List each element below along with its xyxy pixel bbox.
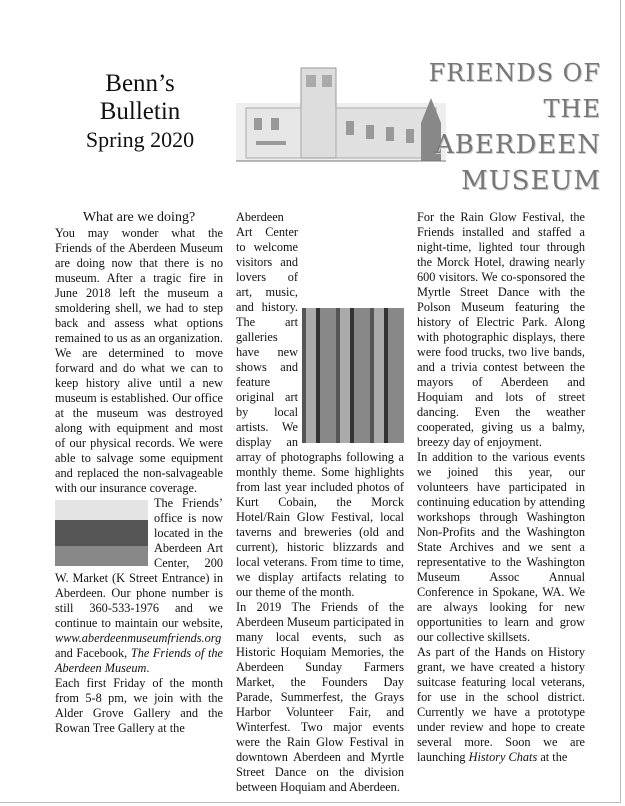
column-3: [417, 210, 585, 765]
column-1: [55, 210, 223, 736]
website-link[interactable]: www.aberdeenmuseumfriends.org: [55, 631, 222, 645]
paragraph-gallery: [236, 210, 404, 600]
photo-display-panels-image: [302, 308, 404, 443]
logo-text-line: FRIENDS OF THE: [428, 59, 601, 123]
history-chats-title: History Chats: [468, 750, 538, 764]
title-line: Bulletin: [99, 98, 181, 125]
text: .: [146, 661, 150, 675]
paragraph: In addition to the various events we joined this year, our volunteers have participated in continuing education by attending workshops through Washington Non-Profits and the Washington State Archives and we sent a representative to the Washington Museum Assoc Annual Conference in Spokane, WA. We are always looking for new opportunities to learn and grow our collective skillsets.: [417, 450, 585, 644]
text: The Friends’ office is now located in the Aberdeen Art Center, 200 W. Market (K Street Entrance) in Aberdeen. Our phone number is still 360-533-1976 and we continue to maintain our website,: [55, 496, 223, 630]
logo-text-line: MUSEUM: [461, 166, 601, 196]
paragraph: In 2019 The Friends of the Aberdeen Museum participated in many local events, such as Historic Hoquiam Memories, the Aberdeen Sunday Farmers Market, the Founders Day Parade, Summerfest, the Grays Harbor Volunteer Fair, and Winterfest. Two major events were the Rain Glow Festival in downtown Aberdeen and Myrtle Street Dance on the division between Hoquiam and Aberdeen.: [236, 600, 404, 794]
paragraph: Each first Friday of the month from 5-8 pm, we join with the Alder Grove Gallery and the Rowan Tree Gallery at the: [55, 676, 223, 735]
paragraph: [417, 645, 585, 765]
bulletin-title: [50, 70, 230, 154]
paragraph-office: [55, 496, 223, 676]
art-center-photo: [55, 500, 148, 566]
text: Aberdeen Art Center to welcome visitors and lovers of art, music, and history. The art galleries have new shows and feature original art by local artists. We display an array of photographs following a monthly theme. Some highlights from last year included photos of Kurt Cobain, the Morck Hotel/Rain Glow Festival, local taverns and breweries (old and current), historic blizzards and local veterans. From time to time, we display artifacts relating to our theme of the month.: [236, 210, 404, 599]
paragraph: For the Rain Glow Festival, the Friends installed and staffed a night-time, lighted tour through the Morck Hotel, drawing nearly 600 visitors. We co-sponsored the Myrtle Street Dance with the Polson Museum featuring the history of Electric Park. Along with photographic displays, there were food trucks, two live bands, and a trivia contest between the mayors of Aberdeen and Hoquiam and lots of street dancing. Even the weather cooperated, giving us a balmy, breezy day of enjoyment.: [417, 210, 585, 449]
column-2: [236, 210, 404, 795]
facebook-page-name: The Friends of the Aberdeen Museum: [55, 646, 223, 675]
logo-text-line: ABERDEEN: [435, 130, 601, 160]
museum-logo: [236, 55, 606, 196]
title-line: Benn’s: [105, 70, 175, 97]
text: and Facebook,: [55, 646, 131, 660]
article-heading: What are we doing?: [82, 210, 196, 225]
text: As part of the Hands on History grant, we have created a history suitcase featuring local veterans, for use in the school district. Currently we have a prototype under review and hope to create several more. Soon we are launching: [417, 645, 585, 764]
title-season: Spring 2020: [85, 127, 195, 152]
text: at the: [537, 750, 568, 764]
paragraph: You may wonder what the Friends of the Aberdeen Museum are doing now that there is no museum. After a tragic fire in June 2018 left the museum a smoldering shell, we had to step back and assess what options remained to us as an organization. We are determined to move forward and do what we can to keep history alive until a new museum is established. Our office at the museum was destroyed along with equipment and most of our physical records. We were able to salvage some equipment and replaced the non-salvageable with our insurance coverage.: [55, 226, 223, 495]
